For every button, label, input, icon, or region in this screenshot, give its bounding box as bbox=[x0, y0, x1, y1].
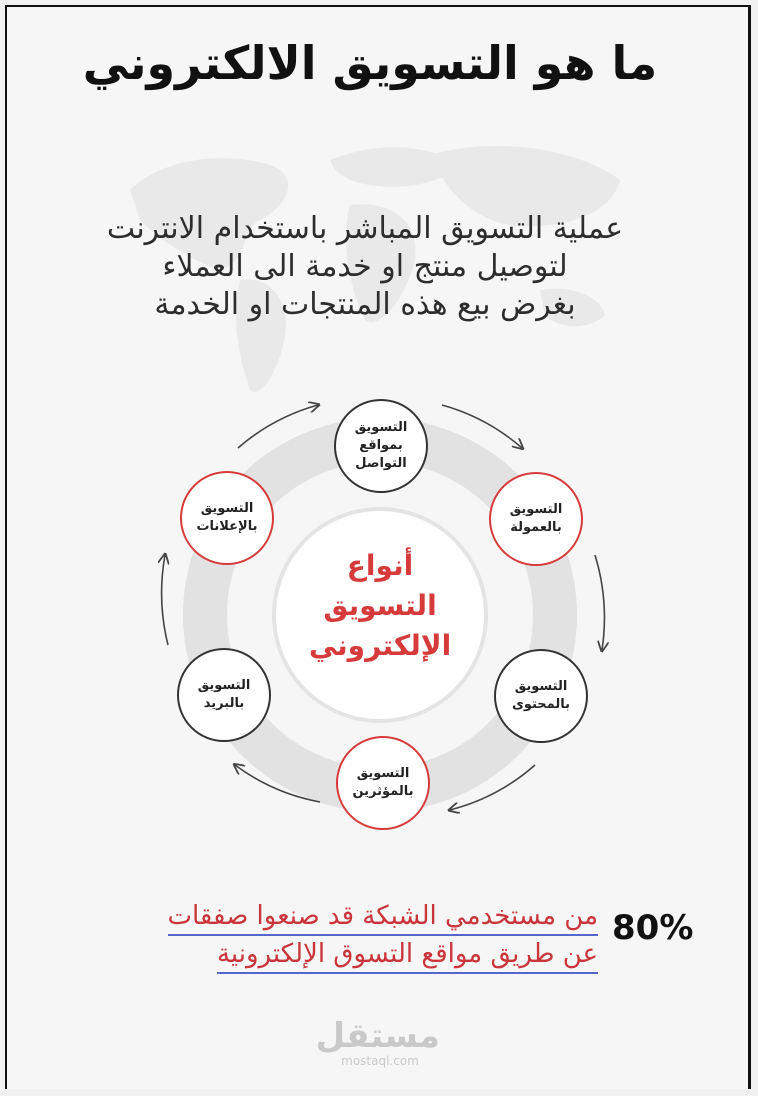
node-email-label bbox=[164, 677, 284, 713]
node-affiliate-line-2: بالعمولة bbox=[510, 520, 562, 535]
node-email-line-1: التسويق bbox=[197, 678, 251, 693]
node-ads-line-2: بالإعلانات bbox=[196, 519, 258, 534]
intro-line-1: عملية التسويق المباشر باستخدام الانترنت bbox=[106, 211, 624, 246]
intro-line-2: لتوصيل منتج او خدمة الى العملاء bbox=[162, 249, 568, 284]
node-influencer-label bbox=[323, 765, 443, 801]
node-email-line-2: بالبريد bbox=[203, 696, 245, 711]
node-content-line-1: التسويق bbox=[514, 679, 568, 694]
node-social-line-3: التواصل bbox=[355, 456, 407, 471]
node-social-line-1: التسويق bbox=[354, 420, 408, 435]
node-content-line-2: بالمحتوى bbox=[511, 697, 571, 712]
intro-text bbox=[60, 210, 670, 324]
node-influencer-line-2: بالمؤثرين bbox=[352, 784, 414, 799]
hub-line-3: الإلكتروني bbox=[308, 629, 452, 662]
node-ads-label bbox=[167, 500, 287, 536]
node-affiliate-line-1: التسويق bbox=[509, 502, 563, 517]
stat-text bbox=[88, 898, 598, 974]
page-title: ما هو التسويق الالكتروني bbox=[82, 36, 658, 90]
stat-line-1: من مستخدمي الشبكة قد صنعوا صفقات bbox=[168, 898, 599, 936]
node-influencer-line-1: التسويق bbox=[356, 766, 410, 781]
node-affiliate-label bbox=[476, 501, 596, 537]
node-social-line-2: بمواقع bbox=[359, 438, 403, 453]
intro-line-3: بغرض بيع هذه المنتجات او الخدمة bbox=[154, 287, 576, 322]
stat-percent: 80% bbox=[612, 908, 694, 948]
arrow-email-to-ads bbox=[162, 555, 168, 645]
hub-line-1: أنواع bbox=[346, 549, 414, 582]
node-ads-line-1: التسويق bbox=[200, 501, 254, 516]
node-social-label bbox=[321, 419, 441, 473]
watermark-arabic: مستقل bbox=[315, 1016, 440, 1056]
hub-title bbox=[290, 546, 470, 666]
watermark bbox=[315, 1016, 440, 1068]
hub-line-2: التسويق bbox=[323, 589, 437, 622]
node-content-label bbox=[481, 678, 601, 714]
stat-line-2: عن طريق مواقع التسوق الإلكترونية bbox=[217, 936, 598, 974]
watermark-latin: mostaql.com bbox=[341, 1054, 419, 1068]
arrow-affiliate-to-content bbox=[595, 555, 604, 650]
